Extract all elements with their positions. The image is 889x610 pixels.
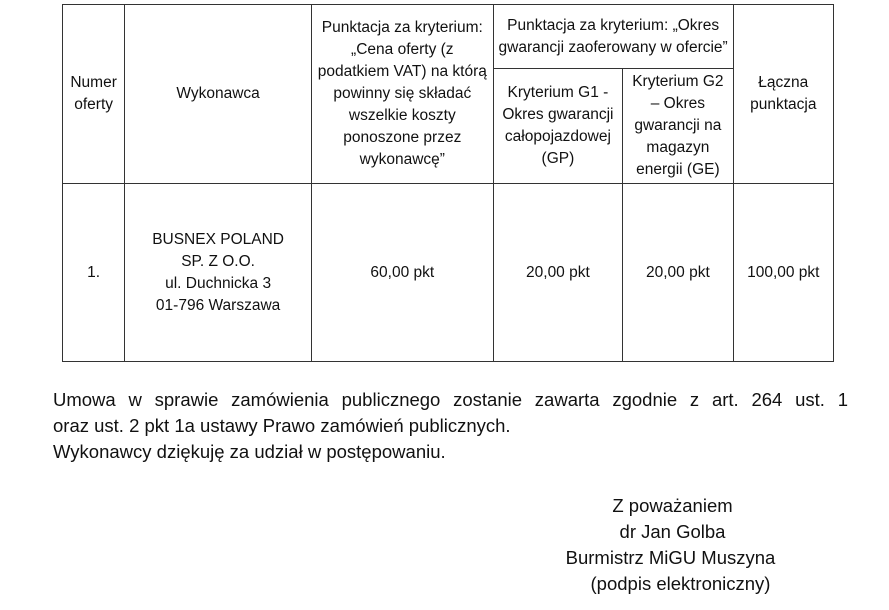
cell-laczna: 100,00 pkt — [733, 184, 833, 362]
header-kryterium-g1: Kryterium G1 - Okres gwarancji całopojazdowej (GP) — [493, 69, 623, 184]
contractor-street: ul. Duchnicka 3 — [165, 274, 272, 292]
header-numer-oferty: Numer oferty — [63, 5, 125, 184]
signature-function: Burmistrz MiGU Muszyna — [565, 547, 776, 568]
body-line-1: Umowa w sprawie zamówienia publicznego zostanie zawarta zgodnie z art. 264 ust. 1 — [53, 389, 848, 410]
cell-numer: 1. — [63, 184, 125, 362]
signature-note: (podpis elektroniczny) — [590, 573, 771, 594]
results-table — [62, 4, 834, 362]
contractor-city: 01-796 Warszawa — [155, 296, 281, 314]
contractor-name-line2: SP. Z O.O. — [181, 252, 255, 270]
cell-g2: 20,00 pkt — [623, 184, 733, 362]
header-cena-kryterium: Punktacja za kryterium: „Cena oferty (z podatkiem VAT) na którą powinny się składać wszelkie koszty ponoszone przez wykonawcę” — [311, 5, 493, 184]
signature-name: dr Jan Golba — [619, 521, 726, 542]
header-wykonawca: Wykonawca — [125, 5, 312, 184]
header-kryterium-g2: Kryterium G2 – Okres gwarancji na magazyn energii (GE) — [623, 69, 733, 184]
body-paragraph — [53, 387, 848, 465]
table-header-row — [63, 5, 834, 69]
cell-cena: 60,00 pkt — [311, 184, 493, 362]
signature-block — [545, 493, 800, 597]
body-line-3: Wykonawcy dziękuję za udział w postępowaniu. — [53, 441, 446, 462]
cell-wykonawca — [125, 184, 312, 362]
signature-closing: Z poważaniem — [612, 495, 733, 516]
table-row — [63, 184, 834, 362]
cell-g1: 20,00 pkt — [493, 184, 623, 362]
body-line-2: oraz ust. 2 pkt 1a ustawy Prawo zamówień publicznych. — [53, 415, 511, 436]
header-laczna-punktacja: Łączna punktacja — [733, 5, 833, 184]
contractor-name-line1: BUSNEX POLAND — [152, 230, 284, 248]
header-gwarancja-kryterium: Punktacja za kryterium: „Okres gwarancji zaoferowany w ofercie” — [493, 5, 733, 69]
